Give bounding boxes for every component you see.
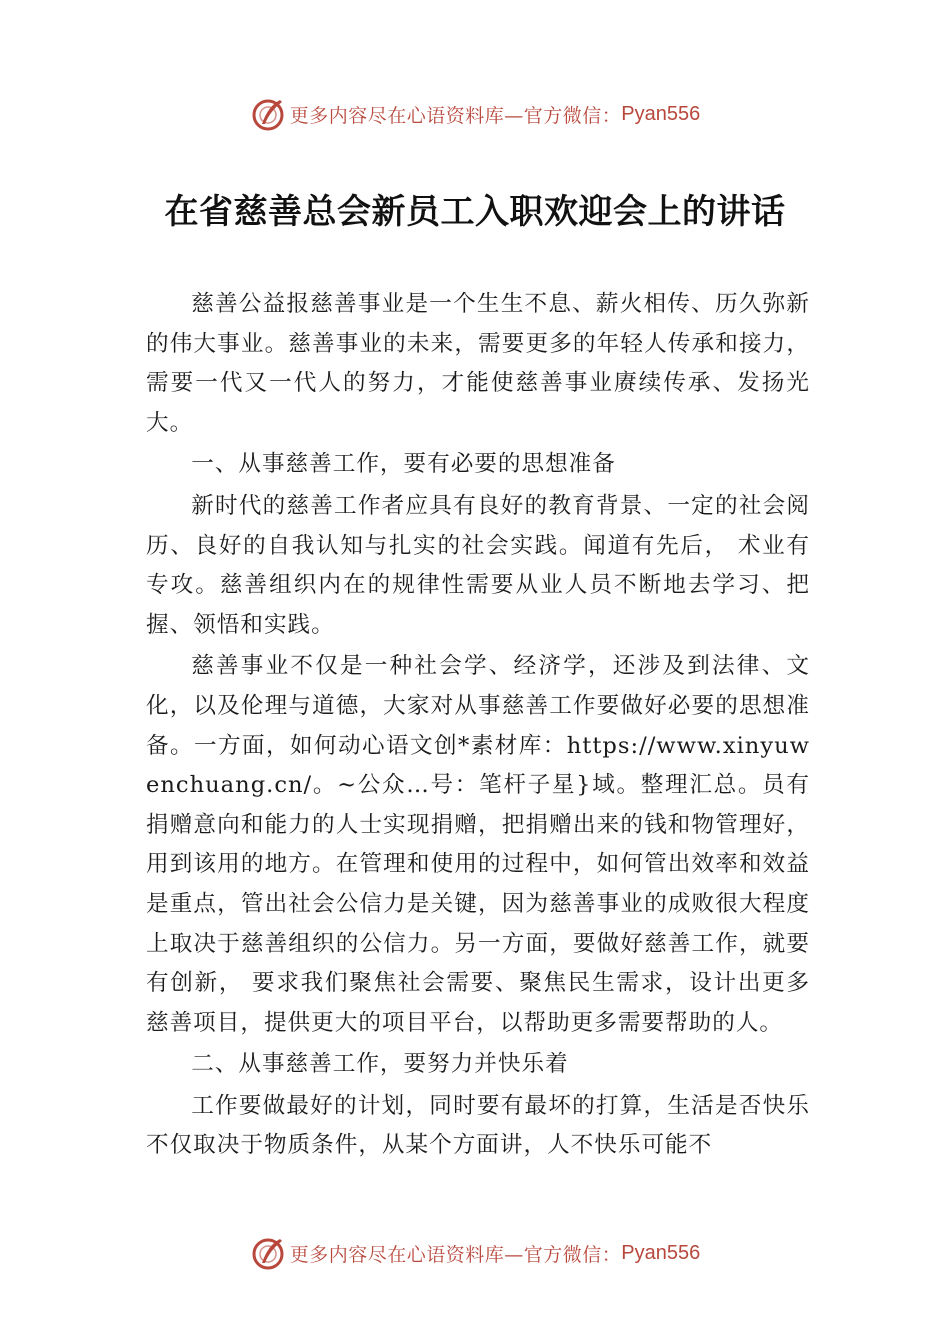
header-banner (0, 94, 950, 134)
banner-wechat-id: Pyan556 (621, 1241, 701, 1264)
document-title: 在省慈善总会新员工入职欢迎会上的讲话 (164, 192, 786, 232)
paragraph: 慈善公益报慈善事业是一个生生不息、薪火相传、历久弥新的伟大事业。慈善事业的未来，需要更多的年轻人传承和接力，需要一代又一代人的努力，才能使慈善事业赓续传承、发扬光大。 (146, 291, 810, 436)
paragraph: 工作要做最好的计划，同时要有最坏的打算，生活是否快乐不仅取决于物质条件，从某个方面讲，人不快乐可能不 (146, 1092, 810, 1159)
section-heading: 一、从事慈善工作，要有必要的思想准备 (191, 451, 616, 478)
section-heading: 二、从事慈善工作，要努力并快乐着 (191, 1051, 569, 1078)
banner-wechat-id: Pyan556 (621, 102, 701, 125)
paragraph: 慈善事业不仅是一种社会学、经济学，还涉及到法律、文化，以及伦理与道德，大家对从事慈善工作要做好必要的思想准备。一方面，如何动心语文创*素材库：https://www.xinyuwenchuang.cn/。~公众…号：笔杆子星}域。整理汇总。员有捐赠意向和能力的人士实现捐赠，把捐赠出来的钱和物管理好，用到该用的地方。在管理和使用的过程中，如何管出效率和效益是重点，管出社会公信力是关键，因为慈善事业的成败很大程度上取决于慈善组织的公信力。另一方面，要做好慈善工作，就要有创新， 要求我们聚焦社会需要、聚焦民生需求，设计出更多慈善项目，提供更大的项目平台，以帮助更多需要帮助的人。 (146, 653, 810, 1036)
paragraph: 新时代的慈善工作者应具有良好的教育背景、一定的社会阅历、良好的自我认知与扎实的社会实践。闻道有先后， 术业有专攻。慈善组织内在的规律性需要从业人员不断地去学习、把握、领悟和实践。 (146, 492, 810, 638)
banner-text: 更多内容尽在心语资料库—官方微信： (289, 1243, 622, 1266)
banner-text: 更多内容尽在心语资料库—官方微信： (289, 104, 622, 127)
footer-banner (0, 1233, 950, 1273)
document-body (146, 285, 810, 1166)
quill-seal-icon (250, 1235, 286, 1271)
quill-seal-icon (250, 96, 286, 132)
